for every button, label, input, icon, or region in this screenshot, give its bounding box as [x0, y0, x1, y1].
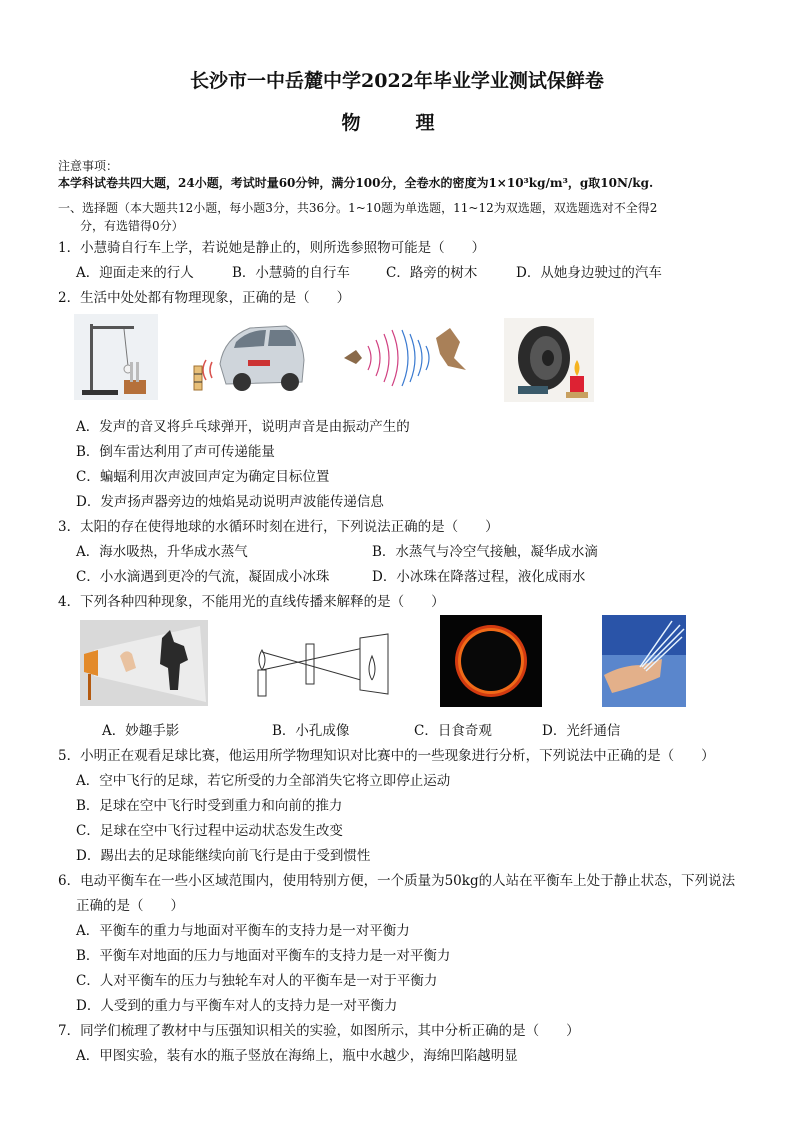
q7-option-a: A．甲图实验，装有水的瓶子竖放在海绵上，瓶中水越少，海绵凹陷越明显 — [76, 1048, 518, 1064]
exam-title: 长沙市一中岳麓中学2022年毕业学业测试保鲜卷 — [190, 70, 604, 92]
q4-option-b: B．小孔成像 — [272, 723, 350, 739]
q1-option-d: D．从她身边驶过的汽车 — [516, 265, 662, 281]
q3-option-c: C．小水滴遇到更冷的气流，凝固成小冰珠 — [76, 569, 330, 585]
hand-shadow-figure — [80, 620, 208, 706]
subject-title: 物 理 — [341, 112, 453, 134]
q4-option-a: A．妙趣手影 — [102, 723, 180, 739]
q2-stem: 2．生活中处处都有物理现象，正确的是（ ） — [58, 290, 351, 306]
q4-option-c: C．日食奇观 — [414, 723, 492, 739]
q6-stem-line1: 6．电动平衡车在一些小区域范围内，使用特别方便，一个质量为50kg的人站在平衡车上处于静止状态，下列说法 — [58, 873, 736, 889]
q3-option-b: B．水蒸气与冷空气接触，凝华成水滴 — [372, 544, 598, 560]
q6-stem-line2: 正确的是（ ） — [76, 898, 184, 914]
q5-option-a: A．空中飞行的足球，若它所受的力全部消失它将立即停止运动 — [76, 773, 451, 789]
q6-option-a: A．平衡车的重力与地面对平衡车的支持力是一对平衡力 — [76, 923, 410, 939]
speaker-candle-figure — [504, 318, 594, 402]
section1-line2: 分，有选错得0分） — [80, 219, 184, 233]
q3-stem: 3．太阳的存在使得地球的水循环时刻在进行，下列说法正确的是（ ） — [58, 519, 499, 535]
notice-text: 本学科试卷共四大题，24小题，考试时量60分钟，满分100分，全卷水的密度为1×10³kg/m³，g取10N/kg. — [58, 176, 654, 190]
q2-option-d: D．发声扬声器旁边的烛焰晃动说明声波能传递信息 — [76, 494, 384, 510]
q3-option-a: A．海水吸热，升华成水蒸气 — [76, 544, 248, 560]
q6-option-b: B．平衡车对地面的压力与地面对平衡车的支持力是一对平衡力 — [76, 948, 451, 964]
optical-fiber-figure — [602, 615, 686, 707]
q2-option-b: B．倒车雷达利用了声可传递能量 — [76, 444, 275, 460]
q4-option-d: D．光纤通信 — [542, 723, 621, 739]
q6-option-d: D．人受到的重力与平衡车对人的支持力是一对平衡力 — [76, 998, 398, 1014]
q5-option-d: D．踢出去的足球能继续向前飞行是由于受到惯性 — [76, 848, 371, 864]
bat-echolocation-figure — [342, 318, 470, 396]
tuning-fork-figure — [74, 314, 158, 400]
q5-stem: 5．小明正在观看足球比赛，他运用所学物理知识对比赛中的一些现象进行分析，下列说法中正确的是（ ） — [58, 748, 715, 764]
q5-option-c: C．足球在空中飞行过程中运动状态发生改变 — [76, 823, 343, 839]
pinhole-camera-figure — [252, 630, 392, 700]
q1-stem: 1．小慧骑自行车上学，若说她是静止的，则所选参照物可能是（ ） — [58, 240, 486, 256]
section1-line1: 一、选择题（本大题共12小题，每小题3分，共36分。1~10题为单选题，11~12为双选题，双选题选对不全得2 — [58, 201, 658, 215]
q1-option-a: A．迎面走来的行人 — [76, 265, 194, 281]
q1-option-b: B．小慧骑的自行车 — [232, 265, 350, 281]
q2-option-a: A．发声的音叉将乒乓球弹开，说明声音是由振动产生的 — [76, 419, 410, 435]
solar-eclipse-figure — [440, 615, 542, 707]
q3-option-d: D．小冰珠在降落过程，液化成雨水 — [372, 569, 586, 585]
q2-option-c: C．蝙蝠利用次声波回声定为确定目标位置 — [76, 469, 330, 485]
q6-option-c: C．人对平衡车的压力与独轮车对人的平衡车是一对于平衡力 — [76, 973, 438, 989]
q4-stem: 4．下列各种四种现象，不能用光的直线传播来解释的是（ ） — [58, 594, 445, 610]
q7-stem: 7．同学们梳理了教材中与压强知识相关的实验，如图所示，其中分析正确的是（ ） — [58, 1023, 580, 1039]
q5-option-b: B．足球在空中飞行时受到重力和向前的推力 — [76, 798, 343, 814]
notice-label: 注意事项： — [58, 159, 119, 173]
q1-option-c: C．路旁的树木 — [386, 265, 478, 281]
car-radar-figure — [190, 316, 308, 396]
